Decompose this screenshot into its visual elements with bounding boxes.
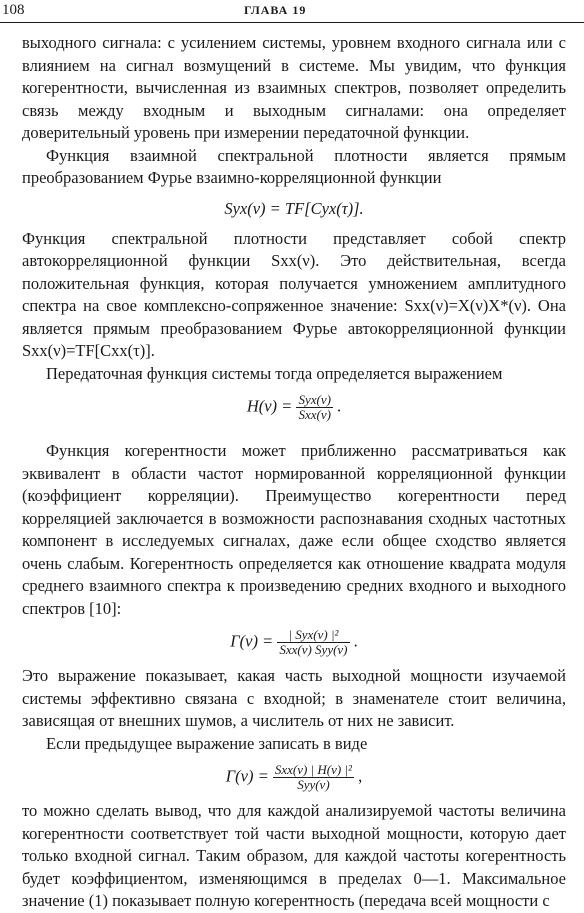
chapter-title: ГЛАВА 19 [244, 3, 307, 17]
formula-transfer-numerator: Syx(ν) [298, 392, 331, 407]
formula-transfer-function [22, 393, 566, 422]
paragraph-7: Если предыдущее выражение записать в виде [46, 733, 368, 753]
formula-cross-spectrum: Syx(ν) = TF[Cyx(τ)]. [224, 198, 364, 218]
page-body [22, 32, 566, 913]
formula-transfer-denominator: Sxx(ν) [298, 407, 331, 422]
header-rule [0, 22, 584, 23]
page-header [0, 0, 584, 22]
paragraph-5: Функция когерентности может приближенно рассматриваться как эквивалент в области частот нормированной корреляционной функции (коэффициент корреляции). Преимущество когерентности перед корреляцией заключается в возможности распознавания сходных частотных компонент в исследуемых сигналах, даже если общее сходство является очень слабым. Когерентность определяется как отношение квадрата модуля среднего взаимного спектра к произведению средних входного и выходного спектров [10]: [22, 441, 566, 618]
formula-coherence-numerator: | Syx(ν) |² [277, 628, 349, 643]
formula-coherence-alt-fraction [273, 763, 354, 792]
formula-coherence-alt-denominator: Syy(ν) [297, 777, 330, 792]
formula-coherence-alt-lhs: Γ(ν) = [225, 766, 269, 786]
formula-coherence-fraction [277, 628, 349, 657]
page-number: 108 [2, 2, 25, 18]
formula-coherence-alt [22, 763, 566, 792]
paragraph-8: то можно сделать вывод, что для каждой анализируемой частоты величина когерентности соответствует той части выходной мощности, которую дает только входной сигнал. Таким образом, для каждой частоты когерентность будет коэффициентом, изменяющимся в пределах 0—1. Максимальное значение (1) показывает полную когерентность (передача всей мощности с [22, 801, 566, 910]
formula-coherence-denominator: Sxx(ν) Syy(ν) [279, 642, 348, 657]
paragraph-1: выходного сигнала: с усилением системы, уровнем входного сигнала или с влиянием на сигнал возмущений в системе. Мы увидим, что функция когерентности, вычисленная из взаимных спектров, позволяет определить связь между входным и выходным сигналами: она определяет доверительный уровень при измерении передаточной функции. [22, 33, 566, 142]
formula-coherence-lhs: Γ(ν) = [230, 631, 274, 651]
formula-transfer-lhs: H(ν) = [246, 396, 293, 416]
paragraph-3: Функция спектральной плотности представляет собой спектр автокорреляционной функции Sxx(ν). Это действительная, всегда положительная функция, которая получается умножением амплитудного спектра на свое комплексно-сопряженное значение: Sxx(ν)=X(ν)X*(ν). Она является прямым преобразованием Фурье автокорреляционной функции Sxx(ν)=TF[Cxx(τ)]. [22, 228, 566, 360]
paragraph-2: Функция взаимной спектральной плотности является прямым преобразованием Фурье взаимно-корреляционной функции [22, 145, 566, 187]
paragraph-6: Это выражение показывает, какая часть выходной мощности изучаемой системы эффективно связана с входной; в знаменателе стоит величина, зависящая от внешних шумов, а числитель от них не зависит. [22, 666, 566, 730]
formula-coherence-alt-numerator: Sxx(ν) | H(ν) |² [274, 762, 352, 777]
formula-transfer-fraction [296, 393, 332, 422]
formula-transfer-tail: . [337, 396, 342, 416]
formula-coherence [22, 628, 566, 657]
paragraph-4: Передаточная функция системы тогда определяется выражением [46, 363, 503, 383]
formula-coherence-tail: . [353, 631, 358, 651]
formula-coherence-alt-tail: , [358, 766, 363, 786]
